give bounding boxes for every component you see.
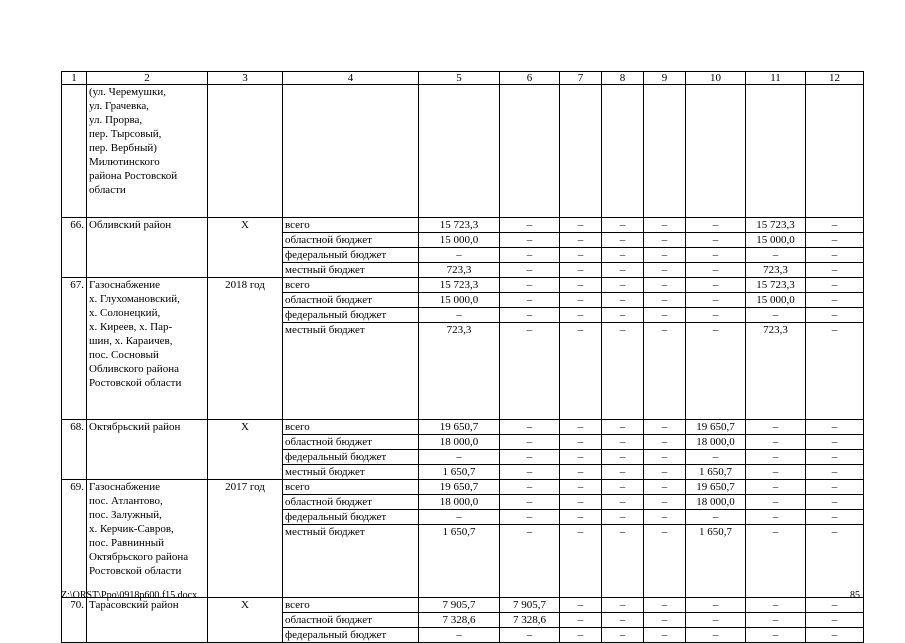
funding-source-label: федеральный бюджет (283, 248, 419, 263)
amount-cell: 15 723,3 (746, 218, 806, 233)
amount-cell: – (500, 480, 560, 495)
amount-cell: – (806, 248, 864, 263)
amount-cell: 15 723,3 (419, 218, 500, 233)
amount-cell: 19 650,7 (419, 420, 500, 435)
row-number: 67. (62, 278, 87, 420)
cell (806, 85, 864, 218)
amount-cell: 1 650,7 (419, 465, 500, 480)
amount-cell: – (644, 450, 686, 465)
amount-cell: – (806, 510, 864, 525)
amount-cell: – (560, 233, 602, 248)
amount-cell: – (560, 248, 602, 263)
amount-cell: – (602, 248, 644, 263)
amount-cell: – (806, 465, 864, 480)
amount-cell: – (644, 278, 686, 293)
amount-cell: – (644, 465, 686, 480)
amount-cell: 15 723,3 (419, 278, 500, 293)
amount-cell: 18 000,0 (686, 435, 746, 450)
page-number: 85 (850, 590, 860, 601)
amount-cell: – (500, 435, 560, 450)
amount-cell: – (746, 510, 806, 525)
table-row (62, 480, 864, 495)
amount-cell: – (602, 323, 644, 420)
amount-cell: – (806, 278, 864, 293)
amount-cell: – (686, 293, 746, 308)
amount-cell: – (686, 510, 746, 525)
funding-source-label: областной бюджет (283, 495, 419, 510)
amount-cell: – (644, 420, 686, 435)
amount-cell: – (602, 628, 644, 643)
amount-cell: – (602, 598, 644, 613)
amount-cell: – (806, 293, 864, 308)
year-cell: Х (208, 598, 283, 643)
amount-cell: – (602, 480, 644, 495)
amount-cell: – (746, 308, 806, 323)
amount-cell: 18 000,0 (419, 435, 500, 450)
amount-cell: 7 905,7 (419, 598, 500, 613)
funding-source-label: местный бюджет (283, 465, 419, 480)
funding-source-label: федеральный бюджет (283, 510, 419, 525)
continuation-row (62, 85, 864, 218)
funding-source-label: областной бюджет (283, 613, 419, 628)
amount-cell: – (560, 450, 602, 465)
column-header: 11 (746, 72, 806, 85)
amount-cell: – (806, 525, 864, 598)
amount-cell: 7 328,6 (419, 613, 500, 628)
column-header: 8 (602, 72, 644, 85)
column-header: 12 (806, 72, 864, 85)
amount-cell: – (806, 263, 864, 278)
year-cell: Х (208, 420, 283, 480)
amount-cell: – (500, 628, 560, 643)
amount-cell: – (560, 480, 602, 495)
amount-cell: – (746, 628, 806, 643)
amount-cell: – (560, 420, 602, 435)
cell (746, 85, 806, 218)
amount-cell: – (644, 308, 686, 323)
amount-cell: – (500, 248, 560, 263)
object-name: Тарасовский район (87, 598, 208, 643)
amount-cell: – (560, 510, 602, 525)
amount-cell: – (644, 218, 686, 233)
amount-cell: – (419, 248, 500, 263)
column-header: 3 (208, 72, 283, 85)
funding-source-label: местный бюджет (283, 323, 419, 420)
amount-cell: – (560, 263, 602, 278)
amount-cell: 1 650,7 (419, 525, 500, 598)
amount-cell: – (560, 598, 602, 613)
amount-cell: – (686, 613, 746, 628)
amount-cell: – (419, 628, 500, 643)
amount-cell: – (500, 263, 560, 278)
amount-cell: – (686, 248, 746, 263)
amount-cell: 19 650,7 (686, 480, 746, 495)
row-number: 69. (62, 480, 87, 598)
funding-source-label: федеральный бюджет (283, 308, 419, 323)
amount-cell: – (602, 465, 644, 480)
cell (686, 85, 746, 218)
amount-cell: – (746, 465, 806, 480)
funding-source-label: местный бюджет (283, 525, 419, 598)
column-header: 9 (644, 72, 686, 85)
amount-cell: – (644, 480, 686, 495)
amount-cell: – (500, 510, 560, 525)
amount-cell: – (746, 435, 806, 450)
amount-cell: 19 650,7 (686, 420, 746, 435)
year-cell: 2017 год (208, 480, 283, 598)
year-cell: 2018 год (208, 278, 283, 420)
amount-cell: – (500, 525, 560, 598)
amount-cell: – (686, 218, 746, 233)
amount-cell: 723,3 (746, 323, 806, 420)
amount-cell: – (500, 450, 560, 465)
amount-cell: – (560, 613, 602, 628)
amount-cell: 1 650,7 (686, 465, 746, 480)
amount-cell: – (686, 628, 746, 643)
cell (500, 85, 560, 218)
cell (419, 85, 500, 218)
amount-cell: 723,3 (419, 263, 500, 278)
row-number: 66. (62, 218, 87, 278)
funding-source-label: всего (283, 480, 419, 495)
amount-cell: 7 328,6 (500, 613, 560, 628)
funding-source-label: федеральный бюджет (283, 450, 419, 465)
column-header: 1 (62, 72, 87, 85)
amount-cell: – (686, 278, 746, 293)
amount-cell: – (500, 420, 560, 435)
amount-cell: – (602, 613, 644, 628)
object-name: Октябрьский район (87, 420, 208, 480)
funding-source-label: местный бюджет (283, 263, 419, 278)
amount-cell: – (746, 598, 806, 613)
amount-cell: – (686, 263, 746, 278)
amount-cell: – (746, 495, 806, 510)
funding-source-label: областной бюджет (283, 293, 419, 308)
amount-cell: – (602, 233, 644, 248)
amount-cell: – (806, 233, 864, 248)
amount-cell: – (806, 628, 864, 643)
amount-cell: 15 000,0 (746, 233, 806, 248)
funding-source-label: всего (283, 278, 419, 293)
amount-cell: – (644, 323, 686, 420)
funding-source-label: всего (283, 598, 419, 613)
object-name: Газоснабжение х. Глухомановский, х. Солонецкий, х. Киреев, х. Пар- шин, х. Караичев, пос. Сосновый Обливского района Ростовской области (87, 278, 208, 420)
column-header: 2 (87, 72, 208, 85)
amount-cell: 19 650,7 (419, 480, 500, 495)
amount-cell: 15 000,0 (419, 293, 500, 308)
amount-cell: 15 723,3 (746, 278, 806, 293)
amount-cell: – (560, 218, 602, 233)
amount-cell: – (806, 495, 864, 510)
cell (283, 85, 419, 218)
amount-cell: – (500, 293, 560, 308)
funding-source-label: областной бюджет (283, 435, 419, 450)
object-name: Газоснабжение пос. Атлантово, пос. Залужный, х. Керчик-Савров, пос. Равнинный Октябрьского района Ростовской области (87, 480, 208, 598)
amount-cell: – (644, 435, 686, 450)
file-path-footer: Z:\ORST\Ppo\0918p600.f15.docx (61, 590, 198, 601)
amount-cell: – (644, 233, 686, 248)
column-header: 4 (283, 72, 419, 85)
funding-source-label: федеральный бюджет (283, 628, 419, 643)
amount-cell: – (686, 308, 746, 323)
funding-source-label: всего (283, 420, 419, 435)
amount-cell: – (644, 525, 686, 598)
amount-cell: – (806, 480, 864, 495)
cell (644, 85, 686, 218)
budget-table (61, 71, 864, 643)
amount-cell: – (602, 218, 644, 233)
amount-cell: 7 905,7 (500, 598, 560, 613)
amount-cell: 723,3 (746, 263, 806, 278)
amount-cell: – (806, 450, 864, 465)
amount-cell: – (560, 495, 602, 510)
column-number-row (62, 72, 864, 85)
year-cell: Х (208, 218, 283, 278)
amount-cell: – (686, 323, 746, 420)
amount-cell: – (746, 525, 806, 598)
amount-cell: – (746, 480, 806, 495)
amount-cell: – (602, 278, 644, 293)
amount-cell: – (560, 525, 602, 598)
amount-cell: – (644, 263, 686, 278)
amount-cell: – (602, 308, 644, 323)
amount-cell: – (560, 293, 602, 308)
amount-cell: – (560, 278, 602, 293)
amount-cell: – (644, 628, 686, 643)
amount-cell: – (500, 323, 560, 420)
amount-cell: – (560, 308, 602, 323)
amount-cell: 18 000,0 (686, 495, 746, 510)
amount-cell: – (806, 598, 864, 613)
funding-source-label: областной бюджет (283, 233, 419, 248)
amount-cell: – (560, 323, 602, 420)
cell (602, 85, 644, 218)
amount-cell: 18 000,0 (419, 495, 500, 510)
amount-cell: – (560, 465, 602, 480)
amount-cell: 1 650,7 (686, 525, 746, 598)
cell (208, 85, 283, 218)
amount-cell: – (686, 450, 746, 465)
amount-cell: – (806, 308, 864, 323)
amount-cell: – (746, 248, 806, 263)
table-body (62, 85, 864, 643)
amount-cell: – (500, 308, 560, 323)
amount-cell: 15 000,0 (419, 233, 500, 248)
column-header: 6 (500, 72, 560, 85)
cell (560, 85, 602, 218)
amount-cell: – (644, 510, 686, 525)
amount-cell: – (500, 495, 560, 510)
amount-cell: – (602, 450, 644, 465)
amount-cell: – (806, 613, 864, 628)
amount-cell: – (419, 308, 500, 323)
table-row (62, 218, 864, 233)
amount-cell: – (602, 293, 644, 308)
funding-source-label: всего (283, 218, 419, 233)
amount-cell: – (602, 435, 644, 450)
amount-cell: – (602, 510, 644, 525)
table-row (62, 420, 864, 435)
amount-cell: – (746, 450, 806, 465)
amount-cell: – (746, 613, 806, 628)
amount-cell: – (746, 420, 806, 435)
amount-cell: – (602, 495, 644, 510)
amount-cell: – (500, 233, 560, 248)
amount-cell: – (500, 218, 560, 233)
amount-cell: – (560, 628, 602, 643)
amount-cell: – (602, 525, 644, 598)
amount-cell: – (644, 613, 686, 628)
amount-cell: – (500, 278, 560, 293)
cell (62, 85, 87, 218)
amount-cell: – (806, 323, 864, 420)
amount-cell: – (806, 420, 864, 435)
object-name: Обливский район (87, 218, 208, 278)
amount-cell: – (602, 263, 644, 278)
column-header: 7 (560, 72, 602, 85)
amount-cell: – (602, 420, 644, 435)
amount-cell: – (419, 510, 500, 525)
amount-cell: – (644, 598, 686, 613)
amount-cell: – (644, 248, 686, 263)
amount-cell: – (806, 218, 864, 233)
amount-cell: – (686, 233, 746, 248)
row-number: 68. (62, 420, 87, 480)
amount-cell: – (644, 293, 686, 308)
column-header: 5 (419, 72, 500, 85)
continuation-text: (ул. Черемушки, ул. Грачевка, ул. Прорва, пер. Тырсовый, пер. Вербный) Милютинского района Ростовской области (87, 85, 208, 218)
amount-cell: 15 000,0 (746, 293, 806, 308)
amount-cell: – (644, 495, 686, 510)
column-header: 10 (686, 72, 746, 85)
amount-cell: – (500, 465, 560, 480)
table-row (62, 278, 864, 293)
amount-cell: 723,3 (419, 323, 500, 420)
row-number: 70. (62, 598, 87, 643)
amount-cell: – (560, 435, 602, 450)
amount-cell: – (806, 435, 864, 450)
amount-cell: – (686, 598, 746, 613)
amount-cell: – (419, 450, 500, 465)
